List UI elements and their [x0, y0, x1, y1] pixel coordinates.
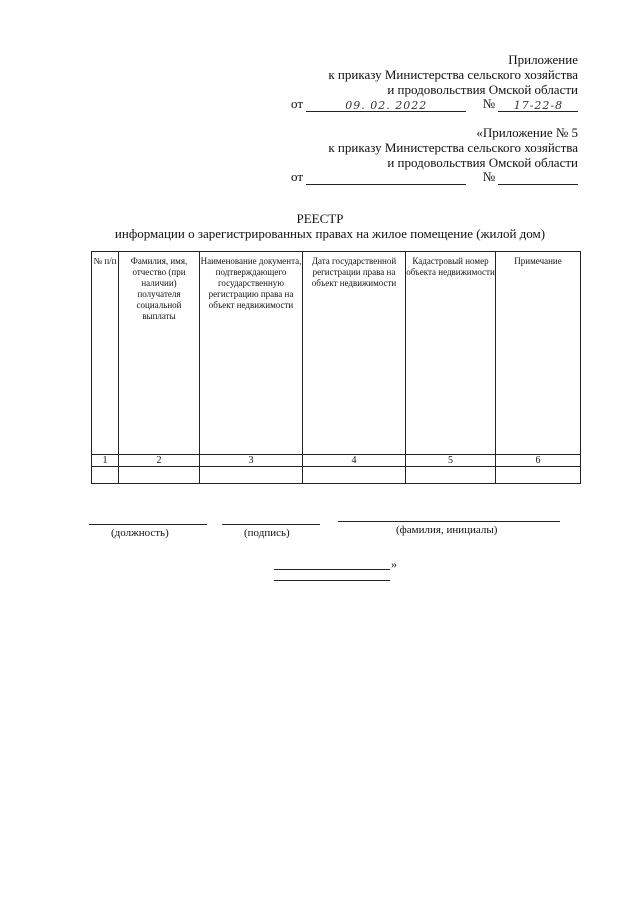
column-header: Примечание	[496, 252, 581, 455]
appendix-line-2: и продовольствия Омской области	[387, 82, 578, 97]
column-header: Кадастровый номер объекта недвижимости	[406, 252, 496, 455]
column-number: 6	[496, 455, 581, 467]
appendix5-line-1: к приказу Министерства сельского хозяйства	[328, 140, 578, 155]
document-title: РЕЕСТР	[296, 211, 344, 226]
name-line	[338, 521, 560, 522]
appendix-title: Приложение	[508, 52, 578, 67]
column-header: Наименование документа, подтверждающего государственную регистрацию права на объект недвижимости	[200, 252, 303, 455]
bottom-line	[274, 580, 390, 581]
date-close-quote: »	[391, 557, 397, 571]
appendix5-title: «Приложение № 5	[476, 125, 578, 140]
column-number: 3	[200, 455, 303, 467]
appendix5-line-2: и продовольствия Омской области	[387, 155, 578, 170]
appendix-date-field	[306, 97, 466, 112]
column-header: Фамилия, имя, отчество (при наличии) получателя социальной выплаты	[119, 252, 200, 455]
column-header: № п/п	[92, 252, 119, 455]
column-number: 2	[119, 455, 200, 467]
appendix5-date-field	[306, 170, 466, 185]
table-header-row	[92, 252, 581, 455]
appendix5-date-prefix: от	[291, 169, 304, 184]
table-cell	[119, 467, 200, 484]
column-header: Дата государственной регистрации права на объект недвижимости	[303, 252, 406, 455]
registry-table	[91, 251, 581, 484]
appendix-line-1: к приказу Министерства сельского хозяйства	[328, 67, 578, 82]
column-number: 4	[303, 455, 406, 467]
appendix-date-prefix: от	[291, 96, 304, 111]
appendix-date-value: 09. 02. 2022	[345, 99, 428, 112]
appendix-number-prefix: №	[482, 96, 496, 111]
table-row	[92, 467, 581, 484]
signature-line	[222, 524, 320, 525]
table-cell	[303, 467, 406, 484]
appendix5-date-row	[291, 169, 578, 185]
appendix-date-row	[291, 96, 578, 112]
column-number: 1	[92, 455, 119, 467]
position-line	[89, 524, 207, 525]
name-label: (фамилия, инициалы)	[396, 524, 498, 536]
column-number: 5	[406, 455, 496, 467]
table-cell	[92, 467, 119, 484]
document-subtitle: информации о зарегистрированных правах на жилое помещение (жилой дом)	[114, 226, 546, 241]
date-line	[274, 569, 390, 570]
table-cell	[406, 467, 496, 484]
appendix5-number-prefix: №	[482, 169, 496, 184]
table-cell	[496, 467, 581, 484]
position-label: (должность)	[111, 527, 169, 539]
column-numbers-row	[92, 455, 581, 467]
table-cell	[200, 467, 303, 484]
signature-label: (подпись)	[244, 527, 290, 539]
appendix5-number-field	[498, 170, 578, 185]
appendix-number-field	[498, 97, 578, 112]
appendix-number-value: 17-22-8	[513, 99, 564, 112]
